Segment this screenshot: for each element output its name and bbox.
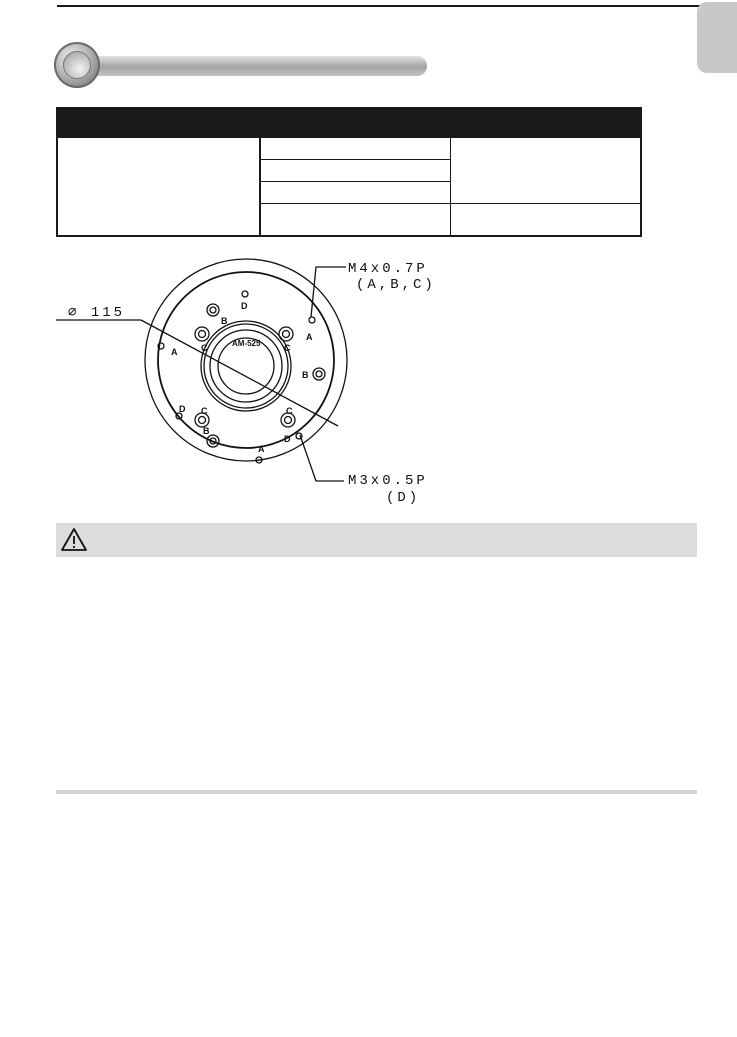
hole-label-c: C — [201, 343, 208, 353]
section-divider — [56, 790, 697, 794]
callout-top-leader — [311, 267, 346, 317]
top-rule — [57, 5, 700, 7]
table-row — [57, 138, 641, 160]
hole-label-a: A — [258, 444, 265, 454]
hole-b — [207, 304, 219, 316]
callout-bottom-line2: (D) — [386, 490, 421, 506]
model-label: AM-525 — [232, 339, 261, 348]
table-cell — [260, 138, 450, 160]
table-cell — [57, 138, 260, 237]
hole-label-a: A — [171, 347, 178, 357]
table-cell — [260, 203, 450, 236]
hole-label-c: C — [201, 406, 208, 416]
mounting-plate-outline — [158, 272, 334, 448]
boss-c-inner — [199, 417, 206, 424]
hole-b-inner — [210, 307, 216, 313]
boss-c — [195, 327, 209, 341]
boss-c-inner — [285, 417, 292, 424]
mounting-plate-drawing — [56, 250, 456, 510]
callout-top-line1: M4x0.7P — [348, 261, 428, 277]
hole-label-d: D — [284, 434, 291, 444]
diameter-label: ∅ 115 — [68, 305, 126, 321]
table-cell — [260, 159, 450, 181]
spec-table — [56, 107, 642, 237]
hole-a — [309, 317, 315, 323]
chapter-tab — [697, 2, 737, 73]
boss-c-inner — [199, 331, 206, 338]
spec-table-header — [57, 108, 641, 138]
section-header-bullet-icon — [54, 42, 100, 88]
hole-label-b: B — [203, 426, 210, 436]
hole-d — [242, 291, 248, 297]
hole-label-d: D — [241, 301, 248, 311]
table-cell — [450, 138, 641, 204]
center-ring-outer — [201, 321, 291, 411]
hole-label-c: C — [284, 343, 291, 353]
hole-b — [313, 368, 325, 380]
hole-label-b: B — [221, 316, 228, 326]
callout-top-line2: (A,B,C) — [356, 277, 436, 293]
hole-label-b: B — [302, 370, 309, 380]
callout-bottom-line1: M3x0.5P — [348, 473, 428, 489]
section-header-bar — [82, 56, 427, 76]
table-cell — [260, 181, 450, 203]
callout-bottom-leader — [300, 435, 344, 481]
outer-rim — [145, 259, 347, 461]
spec-table-header-cell — [57, 108, 641, 138]
hole-label-c: C — [286, 406, 293, 416]
hole-b-inner — [316, 371, 322, 377]
caution-bar — [56, 523, 697, 557]
boss-c — [279, 327, 293, 341]
hole-label-a: A — [306, 332, 313, 342]
center-ring-mid — [204, 324, 288, 408]
hole-label-d: D — [179, 404, 186, 414]
table-cell — [450, 203, 641, 236]
warning-triangle-icon — [60, 526, 88, 554]
boss-c-inner — [283, 331, 290, 338]
